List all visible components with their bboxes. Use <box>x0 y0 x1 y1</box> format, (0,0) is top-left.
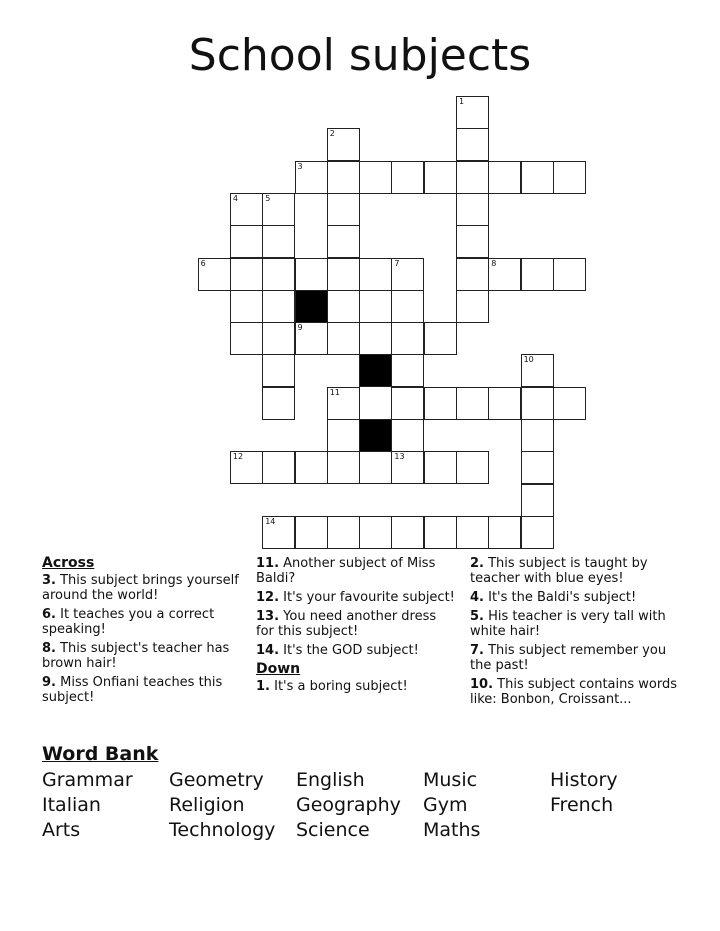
word-bank-word: Italian <box>42 794 101 816</box>
word-bank-word: Arts <box>42 819 81 841</box>
clue-number: 3 <box>297 161 303 171</box>
grid-cell[interactable] <box>553 161 586 194</box>
down-clue <box>256 679 456 694</box>
clue-number-label: 13. <box>256 609 280 624</box>
grid-cell[interactable] <box>456 193 489 226</box>
word-bank-word: English <box>296 769 365 791</box>
clue-number: 6 <box>200 258 206 268</box>
grid-cell[interactable] <box>488 161 521 194</box>
word-bank-word: Science <box>296 819 370 841</box>
grid-cell[interactable] <box>391 354 424 387</box>
down-heading: Down <box>256 661 301 677</box>
clue-text: This subject remember you the past! <box>470 643 667 673</box>
grid-cell[interactable] <box>262 193 295 226</box>
grid-cell[interactable] <box>391 387 424 420</box>
clue-number-label: 6. <box>42 607 56 622</box>
grid-cell[interactable] <box>359 258 392 291</box>
clue-number-label: 4. <box>470 590 484 605</box>
clue-number-label: 14. <box>256 643 280 658</box>
word-bank-word: Religion <box>169 794 245 816</box>
grid-cell[interactable] <box>327 322 360 355</box>
grid-cell[interactable] <box>521 354 554 387</box>
grid-cell[interactable] <box>391 290 424 323</box>
grid-cell[interactable] <box>391 516 424 549</box>
down-clue <box>470 643 680 673</box>
clue-text: Another subject of Miss Baldi? <box>256 556 436 586</box>
grid-cell[interactable] <box>230 290 263 323</box>
clues-column-2 <box>256 556 456 698</box>
grid-cell[interactable] <box>359 322 392 355</box>
word-bank-word: Technology <box>169 819 276 841</box>
down-clue-list-continued <box>470 556 680 707</box>
clue-number: 13 <box>394 452 405 462</box>
word-bank-word: Maths <box>423 819 481 841</box>
grid-cell[interactable] <box>424 322 457 355</box>
grid-cell[interactable] <box>262 290 295 323</box>
grid-cell[interactable] <box>456 258 489 291</box>
grid-cell[interactable] <box>521 516 554 549</box>
clue-number: 10 <box>523 355 534 365</box>
grid-cell[interactable] <box>230 322 263 355</box>
down-clue <box>470 556 680 586</box>
grid-cell[interactable] <box>327 516 360 549</box>
grid-cell[interactable] <box>488 516 521 549</box>
grid-cell[interactable] <box>327 387 360 420</box>
across-clue <box>42 641 247 671</box>
grid-cell[interactable] <box>262 451 295 484</box>
word-bank-word: History <box>550 769 618 791</box>
grid-cell[interactable] <box>521 161 554 194</box>
clue-text: It teaches you a correct speaking! <box>42 607 215 637</box>
clue-text: It's the GOD subject! <box>279 643 419 658</box>
clue-text: This subject is taught by teacher with blue eyes! <box>470 556 648 586</box>
grid-cell[interactable] <box>262 516 295 549</box>
grid-cell[interactable] <box>327 193 360 226</box>
clue-text: His teacher is very tall with white hair! <box>470 609 666 639</box>
grid-cell[interactable] <box>424 516 457 549</box>
word-bank-heading: Word Bank <box>42 743 159 765</box>
clue-number-label: 7. <box>470 643 484 658</box>
clue-number: 2 <box>329 129 335 139</box>
grid-cell[interactable] <box>424 387 457 420</box>
grid-cell[interactable] <box>391 419 424 452</box>
across-heading: Across <box>42 555 95 571</box>
grid-cell[interactable] <box>553 387 586 420</box>
word-bank-word: Grammar <box>42 769 133 791</box>
grid-cell[interactable] <box>521 451 554 484</box>
across-clue <box>256 609 456 639</box>
clue-number: 8 <box>491 258 497 268</box>
down-clue <box>470 677 680 707</box>
clue-number-label: 10. <box>470 677 494 692</box>
grid-cell[interactable] <box>262 225 295 258</box>
grid-cell[interactable] <box>521 484 554 517</box>
grid-cell[interactable] <box>521 258 554 291</box>
grid-cell[interactable] <box>488 387 521 420</box>
grid-cell[interactable] <box>262 387 295 420</box>
clue-number: 4 <box>232 193 238 203</box>
grid-cell[interactable] <box>295 258 328 291</box>
across-clue-list <box>42 573 247 705</box>
clue-number-label: 9. <box>42 675 56 690</box>
grid-cell[interactable] <box>295 451 328 484</box>
grid-cell[interactable] <box>327 290 360 323</box>
clue-text: Miss Onfiani teaches this subject! <box>42 675 223 705</box>
clue-number: 12 <box>232 452 244 462</box>
grid-cell[interactable] <box>391 258 424 291</box>
grid-cell[interactable] <box>391 322 424 355</box>
down-clue-list <box>256 679 456 694</box>
across-clue <box>256 556 456 586</box>
clue-number-label: 3. <box>42 573 56 588</box>
across-clue <box>256 643 456 658</box>
clue-number-label: 5. <box>470 609 484 624</box>
grid-cell[interactable] <box>230 451 263 484</box>
down-clue <box>470 590 680 605</box>
word-bank-word: Music <box>423 769 478 791</box>
grid-cell[interactable] <box>456 128 489 161</box>
clue-text: This subject's teacher has brown hair! <box>42 641 230 671</box>
grid-cell[interactable] <box>424 451 457 484</box>
grid-cell[interactable] <box>230 225 263 258</box>
grid-cell[interactable] <box>230 193 263 226</box>
grid-cell[interactable] <box>359 161 392 194</box>
clue-number-label: 8. <box>42 641 56 656</box>
clue-number-label: 1. <box>256 679 270 694</box>
across-clue <box>42 607 247 637</box>
word-bank-word: Geography <box>296 794 401 816</box>
grid-cell[interactable] <box>456 387 489 420</box>
grid-cell[interactable] <box>359 451 392 484</box>
grid-cell[interactable] <box>327 258 360 291</box>
grid-cell[interactable] <box>262 258 295 291</box>
puzzle-title: School subjects <box>188 30 532 81</box>
word-bank-word: Gym <box>423 794 468 816</box>
clue-number: 11 <box>329 387 340 397</box>
grid-cell[interactable] <box>488 258 521 291</box>
grid-cell[interactable] <box>456 516 489 549</box>
word-bank-word: Geometry <box>169 769 264 791</box>
clue-text: It's your favourite subject! <box>279 590 455 605</box>
grid-cell[interactable] <box>327 419 360 452</box>
grid-cell[interactable] <box>327 128 360 161</box>
clue-text: You need another dress for this subject! <box>256 609 437 639</box>
black-cell <box>295 290 328 323</box>
clue-text: This subject contains words like: Bonbon, Croissant... <box>470 677 677 707</box>
clues-column-1 <box>42 556 247 709</box>
grid-cell[interactable] <box>456 290 489 323</box>
word-bank-word: French <box>550 794 614 816</box>
grid-cell[interactable] <box>456 96 489 129</box>
grid-cell[interactable] <box>327 161 360 194</box>
grid-cell[interactable] <box>262 354 295 387</box>
black-cell <box>359 419 392 452</box>
grid-cell[interactable] <box>359 516 392 549</box>
clue-text: This subject brings yourself around the world! <box>42 573 239 603</box>
grid-cell[interactable] <box>295 322 328 355</box>
clue-number-label: 2. <box>470 556 484 571</box>
grid-cell[interactable] <box>456 451 489 484</box>
clue-number-label: 12. <box>256 590 280 605</box>
clue-number: 5 <box>265 193 271 203</box>
across-clue-list-continued <box>256 556 456 658</box>
clue-number-label: 11. <box>256 556 280 571</box>
clue-number: 9 <box>297 323 303 333</box>
grid-cell[interactable] <box>391 451 424 484</box>
grid-cell[interactable] <box>456 161 489 194</box>
grid-cell[interactable] <box>521 419 554 452</box>
across-clue <box>256 590 456 605</box>
grid-cell[interactable] <box>198 258 231 291</box>
grid-cell[interactable] <box>521 387 554 420</box>
down-clue <box>470 609 680 639</box>
clue-number: 1 <box>459 97 465 106</box>
clue-number: 14 <box>265 516 276 526</box>
grid-cell[interactable] <box>327 225 360 258</box>
grid-cell[interactable] <box>262 322 295 355</box>
clue-text: It's the Baldi's subject! <box>483 590 637 605</box>
grid-cell[interactable] <box>391 161 424 194</box>
grid-cell[interactable] <box>295 516 328 549</box>
across-clue <box>42 675 247 705</box>
across-clue <box>42 573 247 603</box>
grid-cell[interactable] <box>230 258 263 291</box>
clue-text: It's a boring subject! <box>269 679 408 694</box>
black-cell <box>359 354 392 387</box>
grid-cell[interactable] <box>327 451 360 484</box>
clue-number: 7 <box>394 258 400 268</box>
grid-cell[interactable] <box>456 225 489 258</box>
clues-column-3 <box>470 556 680 711</box>
grid-cell[interactable] <box>295 161 328 194</box>
grid-cell[interactable] <box>424 161 457 194</box>
grid-cell[interactable] <box>553 258 586 291</box>
